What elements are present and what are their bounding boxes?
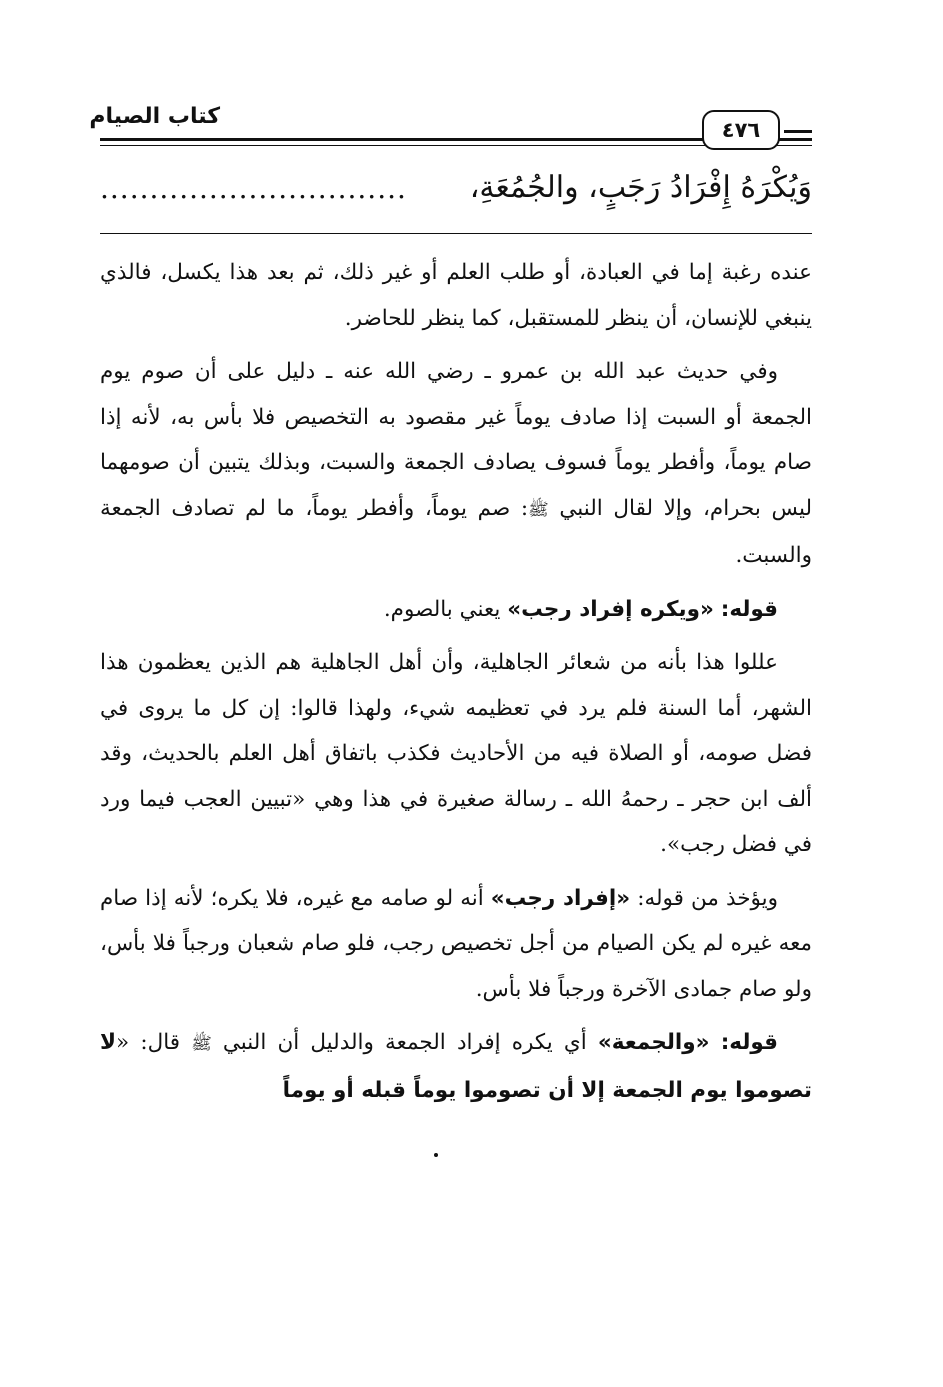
print-speck: [434, 1153, 438, 1157]
salawat-symbol: ﷺ: [528, 499, 549, 520]
paragraph-5: [100, 876, 812, 1013]
paragraph-5-text-a: ويؤخذ من قوله:: [637, 885, 778, 911]
quoted-matn: «إفراد رجب»: [490, 885, 631, 911]
paragraph-2-text-a: وفي حديث عبد الله بن عمرو ـ رضي الله عنه ـ دليل على أن صوم يوم الجمعة أو السبت إذا صادف يوماً غير مقصود به التخصيص فلا بأس به، لأنه إذا صام يوماً، وأفطر يوماً فسوف يصادف الجمعة والسبت، وبذلك يتبين أن صومهما ليس بحرام، وإلا لقال النبي: [100, 359, 812, 521]
paragraph-5-text-b: أنه لو صامه مع غيره، فلا يكره؛ لأنه إذا صام معه غيره لم يكن الصيام من أجل تخصيص رجب، فلو صام شعبان ورجباً فلا بأس، ولو صام جمادى الآخرة ورجباً فلا بأس.: [100, 885, 812, 1002]
matn-text: وَيُكْرَهُ إِفْرَادُ رَجَبٍ، والجُمُعَةِ،: [469, 170, 812, 205]
qawluhu-label: قوله:: [720, 1030, 778, 1055]
qawluhu-label: قوله:: [720, 596, 778, 622]
running-header: [89, 100, 812, 152]
paragraph-6-text-b: قال: «: [116, 1030, 181, 1055]
paragraph-3-text: يعني بالصوم.: [383, 596, 501, 622]
book-title: كتاب الصيام: [89, 104, 220, 129]
paragraph-6: [100, 1020, 812, 1113]
quoted-matn: «ويكره إفراد رجب»: [507, 596, 714, 622]
matn-separator: [100, 233, 812, 234]
page-number: ٤٧٦: [702, 110, 780, 150]
paragraph-2: [100, 349, 812, 579]
paragraph-2-text-b: : صم يوماً، وأفطر يوماً، ما لم تصادف الجمعة والسبت.: [100, 495, 812, 568]
commentary-body: [100, 250, 812, 1113]
salawat-symbol: ﷺ: [191, 1034, 212, 1054]
quoted-matn: «والجمعة»: [597, 1030, 710, 1055]
paragraph-4: عللوا هذا بأنه من شعائر الجاهلية، وأن أهل الجاهلية هم الذين يعظمون هذا الشهر، أما السنة فلم يرد في تعظيمه شيء، ولهذا قالوا: إن كل ما يروى في فضل صومه، أو الصلاة فيه من الأحاديث فكذب باتفاق أهل العلم بالحديث، وقد ألف ابن حجر ـ رحمهُ الله ـ رسالة صغيرة في هذا وهي «تبيين العجب فيما ورد في فضل رجب».: [100, 650, 812, 857]
matn-dots: ...............................: [100, 172, 407, 205]
hadith-text: لا تصوموا يوم الجمعة إلا أن تصوموا يوماً قبله أو يوماً: [100, 1030, 812, 1103]
paragraph-3: [100, 587, 812, 633]
header-rule-tab: [784, 130, 812, 133]
matn-line: [100, 162, 812, 222]
paragraph-1: عنده رغبة إما في العبادة، أو طلب العلم أو غير ذلك، ثم بعد هذا يكسل، فالذي ينبغي للإنسان، أن ينظر للمستقبل، كما ينظر للحاضر.: [100, 260, 812, 331]
paragraph-6-text-a: أي يكره إفراد الجمعة والدليل أن النبي: [222, 1030, 587, 1055]
